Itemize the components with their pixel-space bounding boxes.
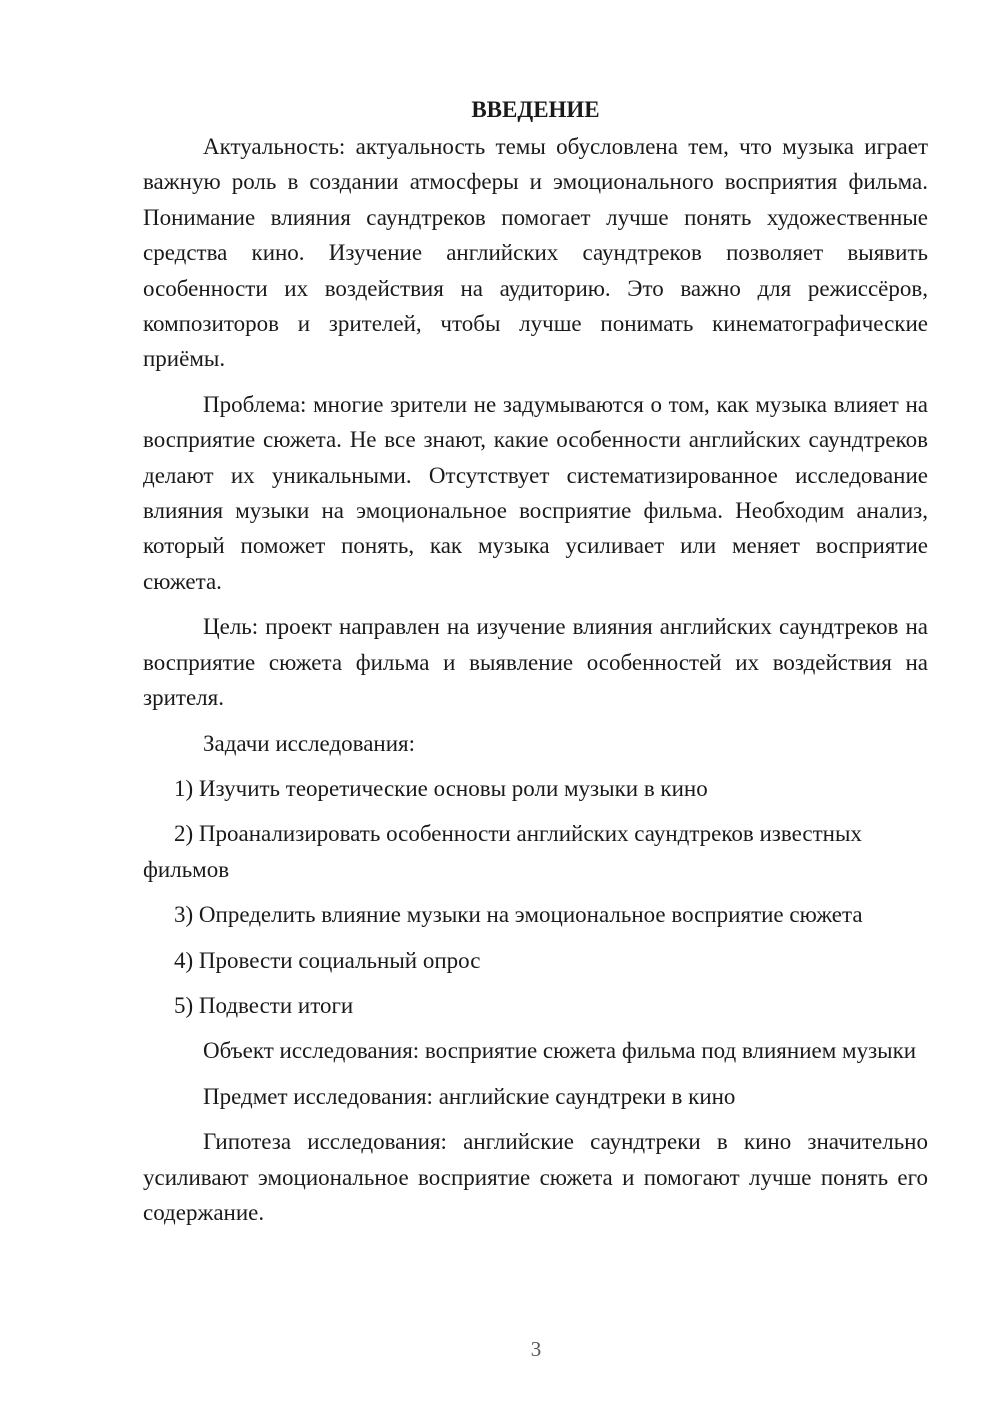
paragraph-goal: Цель: проект направлен на изучение влияния английских саундтреков на восприятие сюжета фильма и выявление особенностей их воздействия на зрителя. [143, 614, 928, 711]
section-title: ВВЕДЕНИЕ [471, 97, 600, 122]
paragraph-subject: Предмет исследования: английские саундтреки в кино [203, 1083, 736, 1109]
page-content [143, 92, 928, 1240]
task-item-3: 3) Определить влияние музыки на эмоциональное восприятие сюжета [174, 902, 863, 928]
task-item-1: 1) Изучить теоретические основы роли музыки в кино [174, 775, 708, 801]
paragraph-relevance: Актуальность: актуальность темы обусловлена тем, что музыка играет важную роль в создании атмосферы и эмоционального восприятия фильма. Понимание влияния саундтреков помогает лучше понять художественные средства кино. Изучение английских саундтреков позволяет выявить особенности их воздействия на аудиторию. Это важно для режиссёров, композиторов и зрителей, чтобы лучше понимать кинематографические приёмы. [143, 134, 928, 372]
task-item-2: 2) Проанализировать особенности английских саундтреков известных фильмов [143, 821, 862, 882]
task-item-5: 5) Подвести итоги [174, 992, 354, 1018]
paragraph-hypothesis: Гипотеза исследования: английские саундтреки в кино значительно усиливают эмоциональное восприятие сюжета и помогают лучше понять его содержание. [143, 1129, 928, 1225]
paragraph-object: Объект исследования: восприятие сюжета фильма под влиянием музыки [203, 1038, 917, 1064]
page-number: 3 [530, 1337, 542, 1361]
paragraph-problem: Проблема: многие зрители не задумываются о том, как музыка влияет на восприятие сюжета. Не все знают, какие особенности английских саундтреков делают их уникальными. Отсутствует систематизированное исследование влияния музыки на эмоциональное восприятие фильма. Необходим анализ, который поможет понять, как музыка усиливает или меняет восприятие сюжета. [143, 391, 928, 594]
tasks-heading: Задачи исследования: [203, 730, 416, 756]
task-item-4: 4) Провести социальный опрос [174, 947, 481, 973]
